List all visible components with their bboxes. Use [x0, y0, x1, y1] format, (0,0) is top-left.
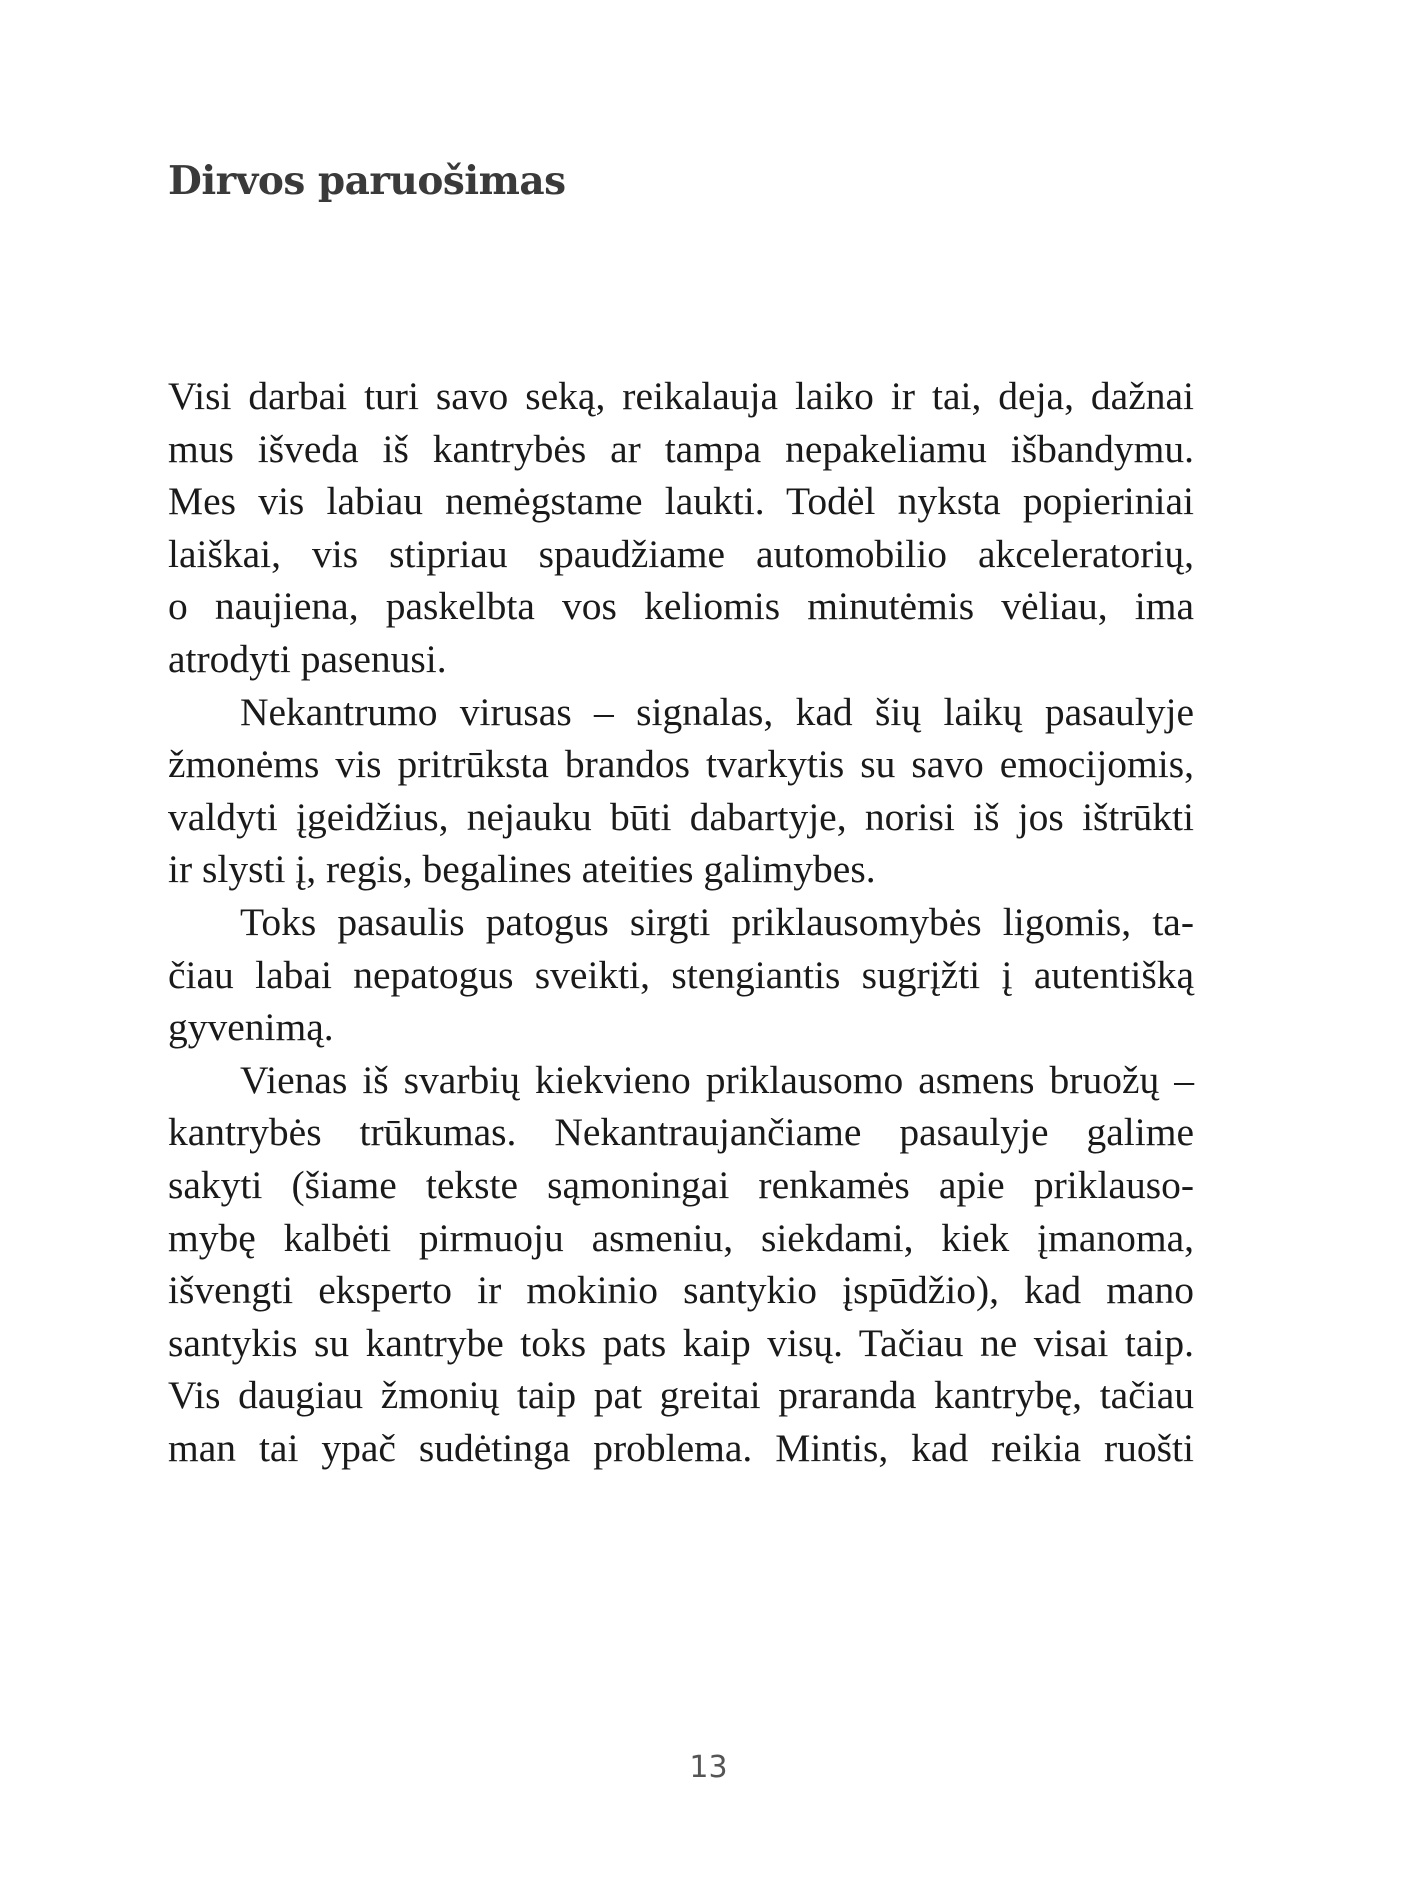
text-line: santykis su kantrybe toks pats kaip visų. Tačiau ne visai taip. [168, 1320, 1194, 1365]
text-line: išvengti eksperto ir mokinio santykio įspūdžio), kad mano [168, 1268, 1194, 1313]
text-line: ir slysti į, regis, begalines ateities galimybes. [168, 847, 876, 892]
text-line: laiškai, vis stipriau spaudžiame automobilio akceleratorių, [168, 531, 1194, 576]
text-line: mus išveda iš kantrybės ar tampa nepakeliamu išbandymu. [168, 426, 1194, 471]
chapter-title: Dirvos paruošimas [168, 158, 566, 204]
text-line: čiau labai nepatogus sveikti, stengiantis sugrįžti į autentišką [168, 952, 1194, 997]
body-text [168, 370, 1194, 1474]
text-line: o naujiena, paskelbta vos keliomis minutėmis vėliau, ima [168, 584, 1194, 629]
text-line: kantrybės trūkumas. Nekantraujančiame pasaulyje galime [168, 1110, 1194, 1155]
text-line: Vis daugiau žmonių taip pat greitai praranda kantrybę, tačiau [168, 1373, 1194, 1418]
text-line: valdyti įgeidžius, nejauku būti dabartyje, norisi iš jos ištrūkti [168, 794, 1194, 839]
text-line: mybę kalbėti pirmuoju asmeniu, siekdami, kiek įmanoma, [168, 1215, 1194, 1260]
text-line: atrodyti pasenusi. [168, 636, 447, 681]
text-line: Toks pasaulis patogus sirgti priklausomybės ligomis, ta- [240, 899, 1194, 944]
text-line: sakyti (šiame tekste sąmoningai renkamės apie priklauso- [168, 1162, 1194, 1207]
text-line: žmonėms vis pritrūksta brandos tvarkytis su savo emocijomis, [168, 742, 1194, 787]
text-line: man tai ypač sudėtinga problema. Mintis, kad reikia ruošti [168, 1425, 1194, 1470]
text-line: Mes vis labiau nemėgstame laukti. Todėl nyksta popieriniai [168, 479, 1194, 524]
text-line: Visi darbai turi savo seką, reikalauja laiko ir tai, deja, dažnai [168, 374, 1194, 418]
text-line: Nekantrumo virusas – signalas, kad šių laikų pasaulyje [240, 689, 1194, 734]
text-line: Vienas iš svarbių kiekvieno priklausomo asmens bruožų – [240, 1057, 1194, 1102]
page-number: 13 [689, 1750, 728, 1785]
text-line: gyvenimą. [168, 1005, 334, 1050]
